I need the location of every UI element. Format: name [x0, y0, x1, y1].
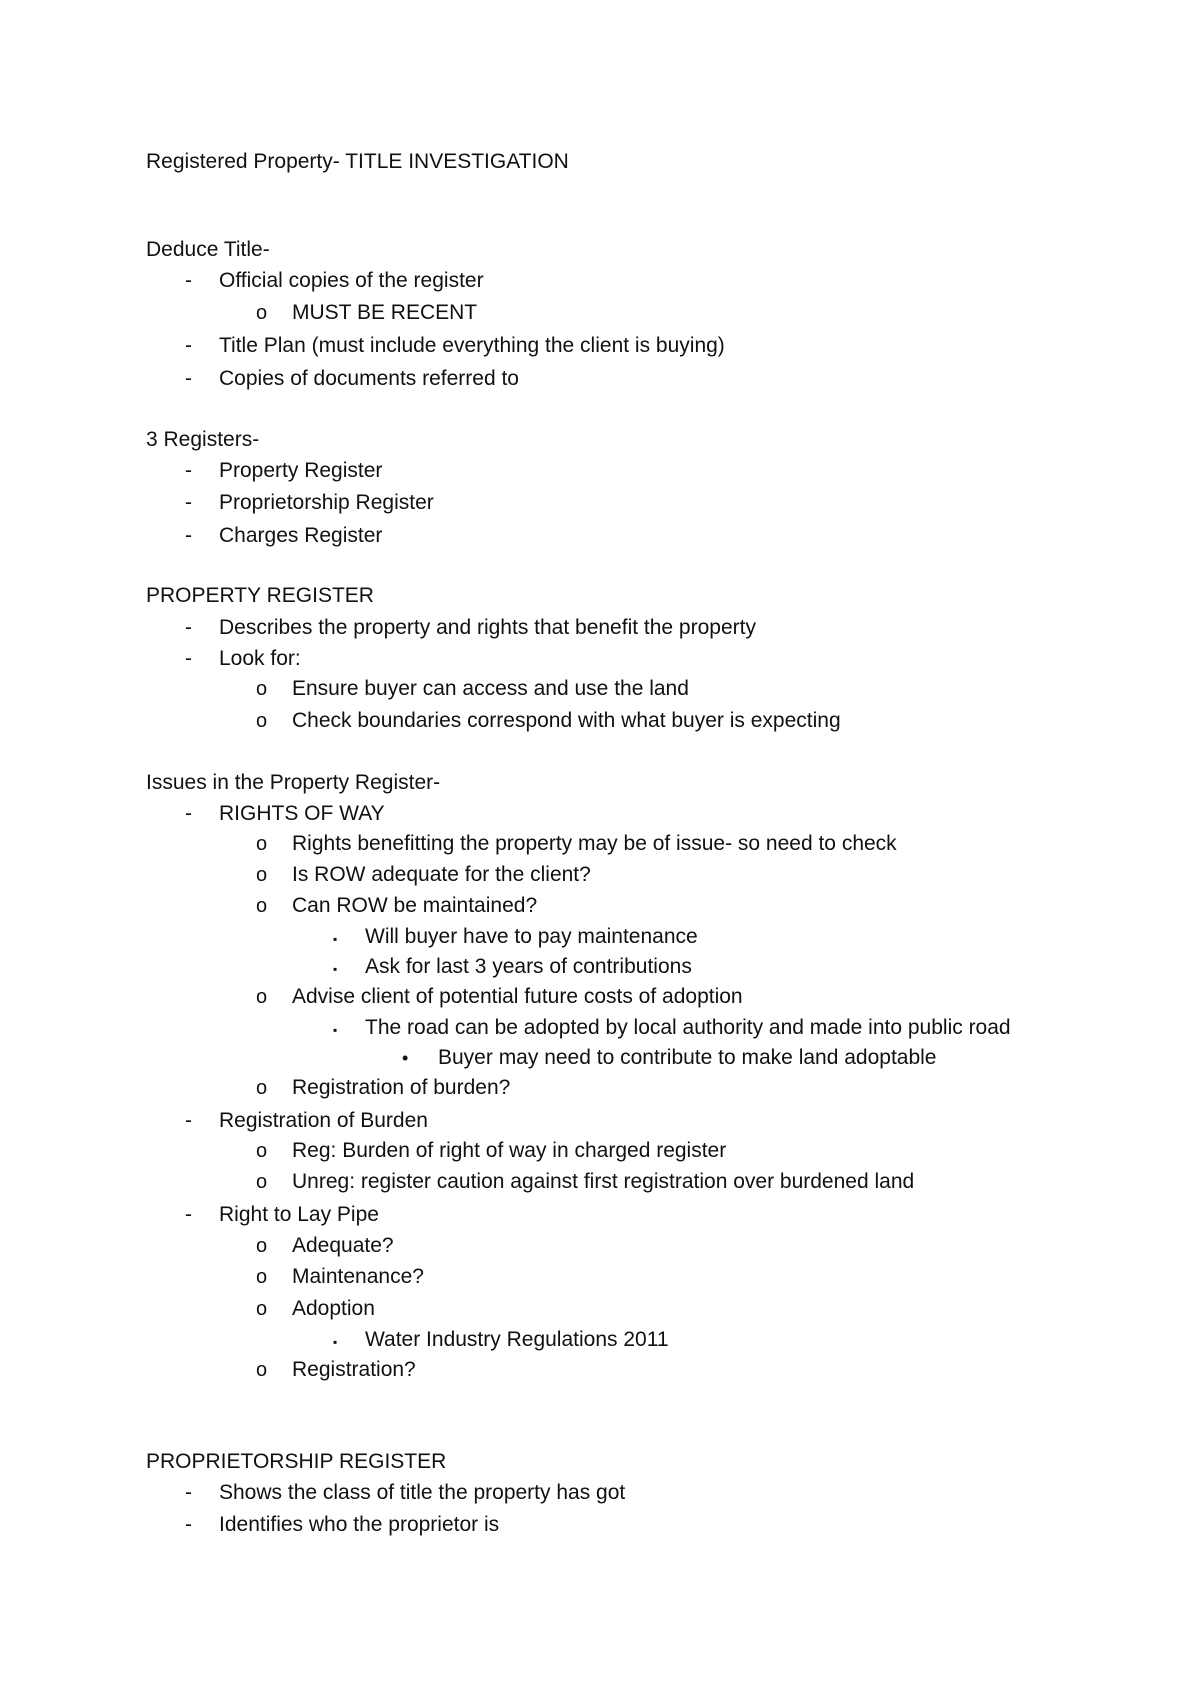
list-item [256, 1170, 915, 1194]
line-text: Property Register [219, 459, 383, 482]
section-heading [146, 771, 440, 795]
circle-bullet: o [256, 1171, 268, 1193]
list-item [256, 1358, 416, 1382]
dash-bullet: - [185, 459, 192, 482]
line-text: Issues in the Property Register- [146, 771, 441, 794]
line-text: Registration? [292, 1358, 416, 1381]
circle-bullet: o [256, 302, 268, 324]
line-text: 3 Registers- [146, 428, 260, 451]
line-text: Unreg: register caution against first registration over burdened land [292, 1170, 915, 1193]
list-item [256, 894, 538, 918]
line-text: Adequate? [292, 1234, 394, 1257]
list-item [185, 367, 519, 391]
line-text: Official copies of the register [219, 269, 484, 292]
dash-bullet: - [185, 647, 192, 670]
circle-bullet: o [256, 1298, 268, 1320]
list-item [333, 925, 698, 949]
list-item [256, 1234, 394, 1258]
dash-bullet: - [185, 491, 192, 514]
line-text: Shows the class of title the property has got [219, 1481, 626, 1504]
line-text: Look for: [219, 647, 301, 670]
circle-bullet: o [256, 1235, 268, 1257]
line-text: PROPERTY REGISTER [146, 584, 374, 607]
line-text: Buyer may need to contribute to make land adoptable [438, 1046, 937, 1069]
square-bullet: ▪ [333, 932, 338, 946]
line-text: Ensure buyer can access and use the land [292, 677, 689, 700]
list-item [256, 985, 743, 1009]
line-text: Proprietorship Register [219, 491, 434, 514]
dash-bullet: - [185, 1109, 192, 1132]
dot-bullet: • [402, 1048, 409, 1068]
square-bullet: ▪ [333, 962, 338, 976]
line-text: Is ROW adequate for the client? [292, 863, 591, 886]
line-text: MUST BE RECENT [292, 301, 478, 324]
square-bullet: ▪ [333, 1023, 338, 1037]
line-text: Charges Register [219, 524, 383, 547]
line-text: Registered Property- TITLE INVESTIGATION [146, 150, 569, 173]
list-item [185, 459, 383, 483]
dash-bullet: - [185, 616, 192, 639]
line-text: Water Industry Regulations 2011 [365, 1328, 669, 1351]
list-item [256, 709, 841, 733]
circle-bullet: o [256, 864, 268, 886]
dash-bullet: - [185, 1203, 192, 1226]
line-text: Registration of Burden [219, 1109, 428, 1132]
line-text: Copies of documents referred to [219, 367, 519, 390]
circle-bullet: o [256, 986, 268, 1008]
line-text: Deduce Title- [146, 238, 270, 261]
dash-bullet: - [185, 1513, 192, 1536]
list-item [256, 1076, 511, 1100]
line-text: Will buyer have to pay maintenance [365, 925, 698, 948]
circle-bullet: o [256, 1077, 268, 1099]
list-item [256, 301, 478, 325]
list-item [402, 1046, 937, 1070]
list-item [185, 334, 725, 358]
line-text: Maintenance? [292, 1265, 424, 1288]
section-heading [146, 1450, 446, 1474]
list-item [256, 1139, 727, 1163]
line-text: RIGHTS OF WAY [219, 802, 385, 825]
circle-bullet: o [256, 895, 268, 917]
line-text: Check boundaries correspond with what buyer is expecting [292, 709, 841, 732]
list-item [185, 491, 434, 515]
line-text: Can ROW be maintained? [292, 894, 538, 917]
dash-bullet: - [185, 367, 192, 390]
circle-bullet: o [256, 1140, 268, 1162]
list-item [185, 1109, 428, 1133]
dash-bullet: - [185, 524, 192, 547]
line-text: Reg: Burden of right of way in charged register [292, 1139, 727, 1162]
list-item [333, 955, 692, 979]
section-heading [146, 238, 270, 262]
line-text: Title Plan (must include everything the client is buying) [219, 334, 725, 357]
list-item [185, 524, 383, 548]
list-item [185, 1481, 626, 1505]
list-item [185, 269, 484, 293]
line-text: Ask for last 3 years of contributions [365, 955, 692, 978]
line-text: Adoption [292, 1297, 375, 1320]
list-item [185, 1513, 500, 1537]
circle-bullet: o [256, 833, 268, 855]
list-item [185, 802, 385, 826]
list-item [333, 1016, 1011, 1040]
dash-bullet: - [185, 1481, 192, 1504]
list-item [256, 863, 591, 887]
section-heading [146, 584, 374, 608]
list-item [185, 1203, 379, 1227]
circle-bullet: o [256, 710, 268, 732]
circle-bullet: o [256, 1359, 268, 1381]
document-title [146, 150, 569, 174]
list-item [256, 1265, 424, 1289]
line-text: Identifies who the proprietor is [219, 1513, 500, 1536]
list-item [256, 677, 689, 701]
line-text: Rights benefitting the property may be of issue- so need to check [292, 832, 897, 855]
square-bullet: ▪ [333, 1335, 338, 1349]
list-item [256, 1297, 375, 1321]
dash-bullet: - [185, 269, 192, 292]
section-heading [146, 428, 259, 452]
list-item [333, 1328, 669, 1352]
list-item [256, 832, 897, 856]
circle-bullet: o [256, 1266, 268, 1288]
line-text: Registration of burden? [292, 1076, 511, 1099]
list-item [185, 616, 756, 640]
dash-bullet: - [185, 802, 192, 825]
line-text: PROPRIETORSHIP REGISTER [146, 1450, 447, 1473]
dash-bullet: - [185, 334, 192, 357]
line-text: Advise client of potential future costs of adoption [292, 985, 743, 1008]
circle-bullet: o [256, 678, 268, 700]
line-text: The road can be adopted by local authority and made into public road [365, 1016, 1011, 1039]
line-text: Describes the property and rights that benefit the property [219, 616, 756, 639]
line-text: Right to Lay Pipe [219, 1203, 379, 1226]
list-item [185, 647, 301, 671]
